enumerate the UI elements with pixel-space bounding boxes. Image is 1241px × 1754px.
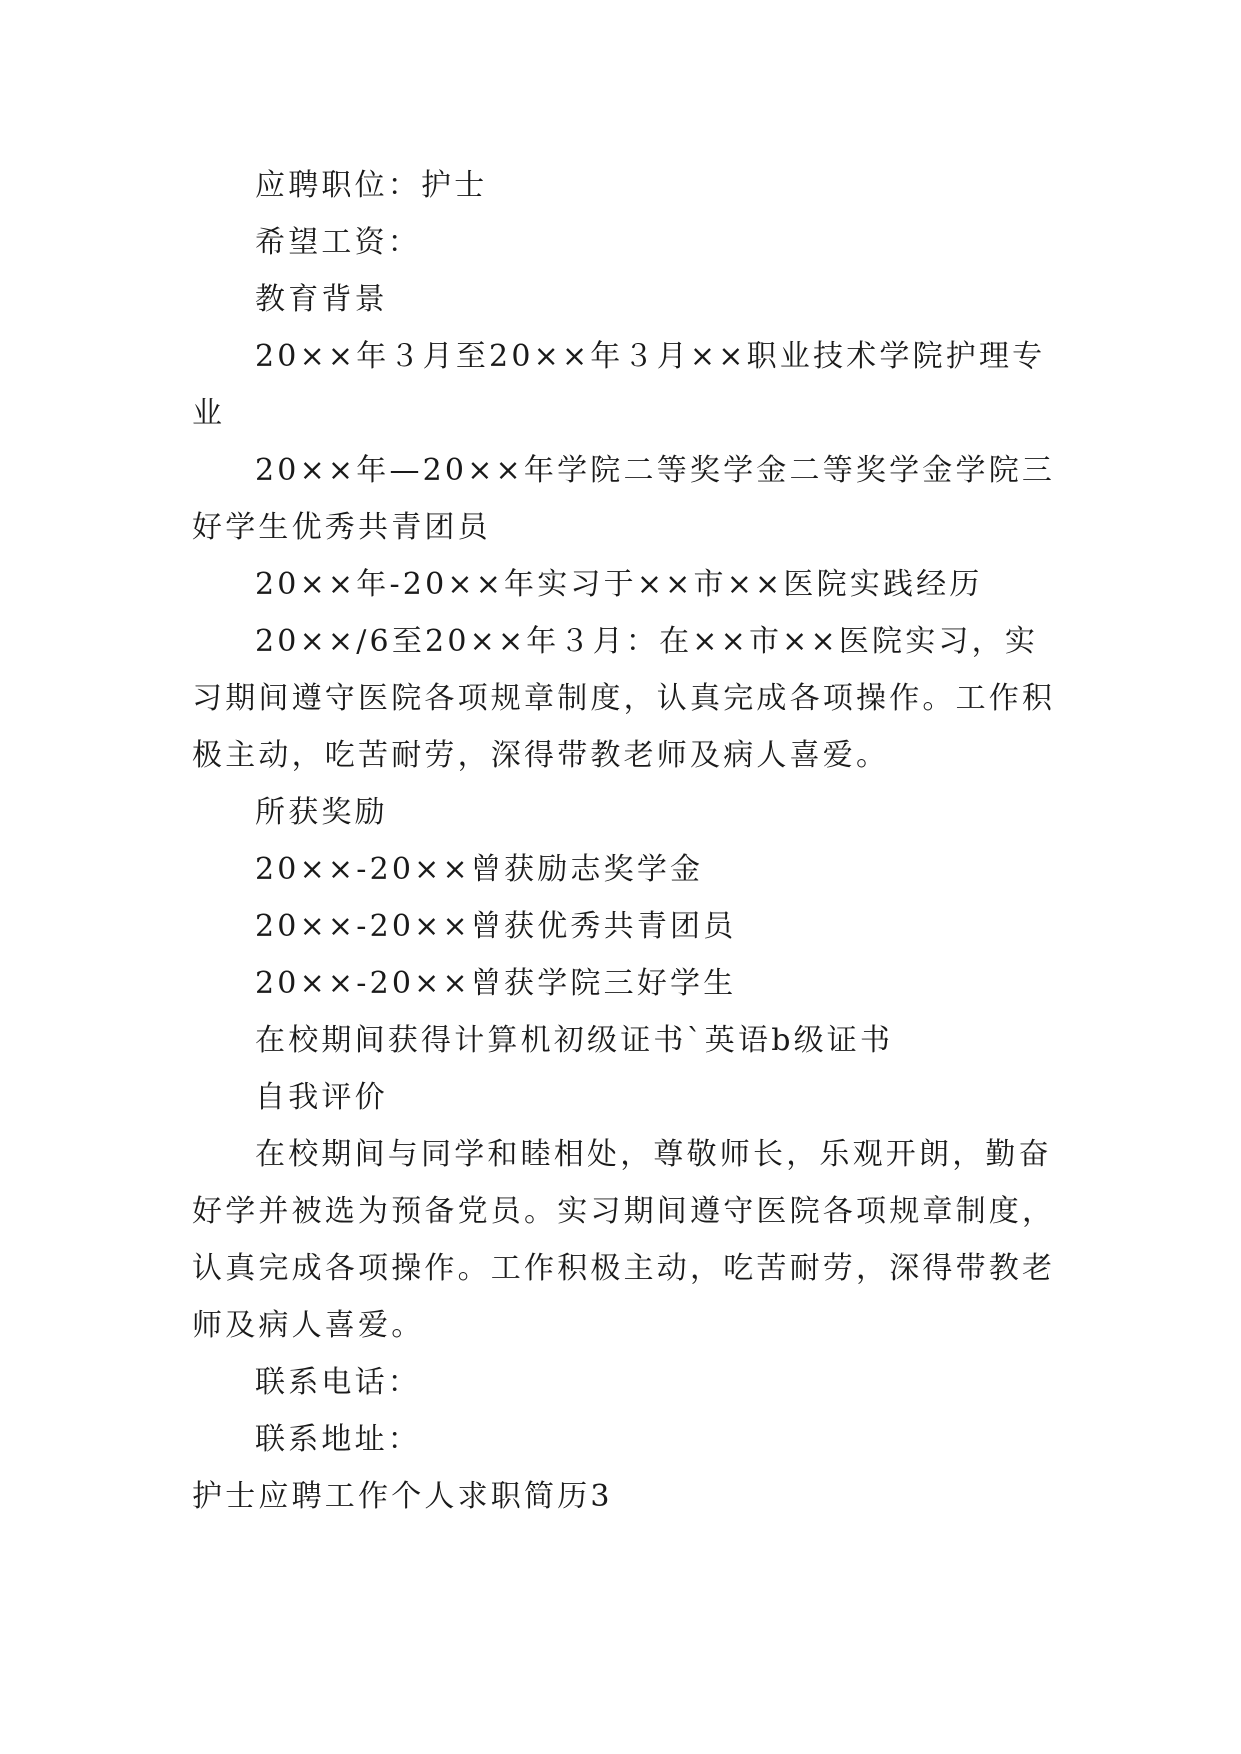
self-evaluation-text: 在校期间与同学和睦相处，尊敬师长，乐观开朗，勤奋好学并被选为预备党员。实习期间遵守医院各项规章制度，认真完成各项操作。工作积极主动，吃苦耐劳，深得带教老师及病人喜爱。 [192, 1137, 1056, 1343]
scholarship-entry: 20××年—20××年学院二等奖学金二等奖学金学院三好学生优秀共青团员 [192, 453, 1056, 545]
award-item: 20××-20××曾获励志奖学金 [255, 852, 704, 887]
awards-heading: 所获奖励 [255, 795, 388, 830]
certificates-line: 在校期间获得计算机初级证书`英语b级证书 [255, 1023, 894, 1058]
section-title: 护士应聘工作个人求职简历3 [192, 1479, 613, 1514]
document-body [192, 157, 1062, 1525]
award-item: 20××-20××曾获优秀共青团员 [255, 909, 737, 944]
self-evaluation-heading: 自我评价 [255, 1080, 388, 1115]
phone-line: 联系电话： [255, 1365, 421, 1400]
internship-detail: 20××/6至20××年３月：在××市××医院实习，实习期间遵守医院各项规章制度，认真完成各项操作。工作积极主动，吃苦耐劳，深得带教老师及病人喜爱。 [192, 624, 1056, 773]
education-heading: 教育背景 [255, 282, 388, 317]
salary-line: 希望工资： [255, 225, 421, 260]
education-entry: 20××年３月至20××年３月××职业技术学院护理专业 [192, 339, 1046, 431]
award-item: 20××-20××曾获学院三好学生 [255, 966, 737, 1001]
position-line: 应聘职位：护士 [255, 168, 488, 203]
internship-entry: 20××年-20××年实习于××市××医院实践经历 [255, 567, 983, 602]
address-line: 联系地址： [255, 1422, 421, 1457]
